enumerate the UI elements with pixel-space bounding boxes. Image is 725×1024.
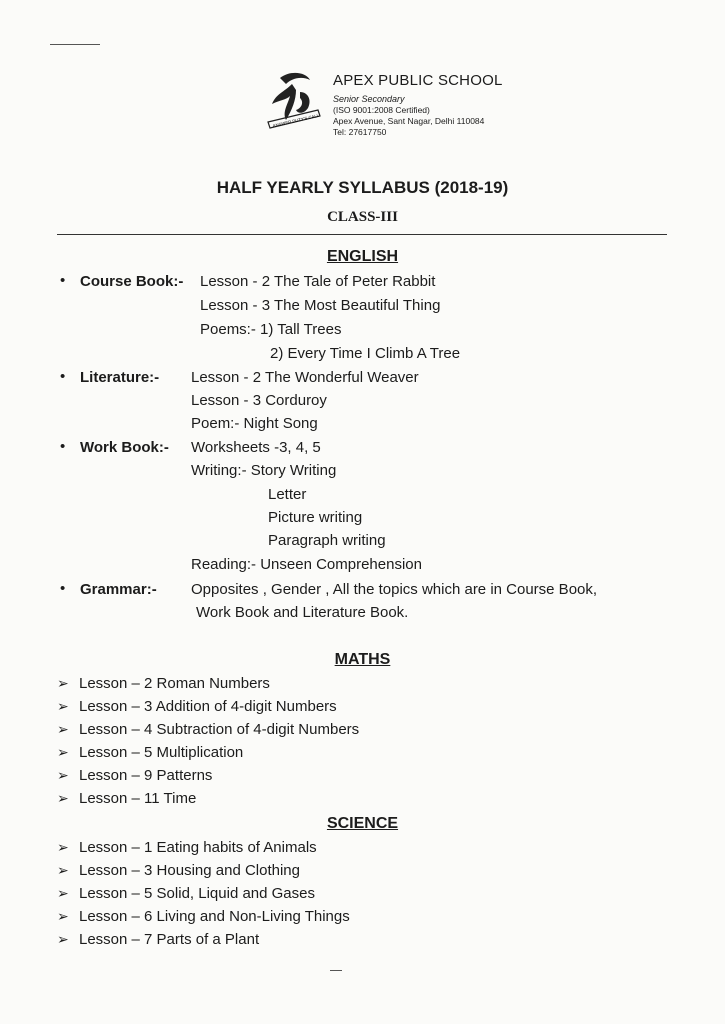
grammar-label: Grammar:- xyxy=(80,581,157,598)
class-name: CLASS-III xyxy=(327,209,398,225)
course-book-poem-1: Poems:- 1) Tall Trees xyxy=(200,321,342,338)
work-book-writing: Writing:- Story Writing xyxy=(191,462,337,479)
maths-arrow: ➢ xyxy=(57,675,69,691)
maths-arrow: ➢ xyxy=(57,744,69,760)
maths-lesson-item: Lesson – 3 Addition of 4-digit Numbers xyxy=(79,698,337,715)
maths-arrow: ➢ xyxy=(57,721,69,737)
maths-lesson-item: Lesson – 4 Subtraction of 4-digit Numbers xyxy=(79,721,360,738)
maths-arrow: ➢ xyxy=(57,790,69,806)
literature-lesson-3: Lesson - 3 Corduroy xyxy=(191,392,327,409)
literature-label: Literature:- xyxy=(80,369,160,386)
literature-poem: Poem:- Night Song xyxy=(191,415,318,432)
bullet-literature: • xyxy=(60,368,66,385)
science-arrow: ➢ xyxy=(57,885,69,901)
course-book-poem-2: 2) Every Time I Climb A Tree xyxy=(270,345,461,362)
document-title: HALF YEARLY SYLLABUS (2018-19) xyxy=(216,178,509,197)
work-book-letter: Letter xyxy=(268,486,307,503)
science-lesson-item: Lesson – 6 Living and Non-Living Things xyxy=(79,908,350,925)
maths-heading: MATHS xyxy=(334,651,391,668)
school-phone: Tel: 27617750 xyxy=(333,127,387,137)
science-arrow: ➢ xyxy=(57,862,69,878)
science-lesson-item: Lesson – 5 Solid, Liquid and Gases xyxy=(79,885,315,902)
work-book-picture-writing: Picture writing xyxy=(268,509,363,526)
maths-lesson-item: Lesson – 5 Multiplication xyxy=(79,744,244,761)
maths-arrow: ➢ xyxy=(57,698,69,714)
work-book-reading: Reading:- Unseen Comprehension xyxy=(191,556,422,573)
school-certification: (ISO 9001:2008 Certified) xyxy=(333,105,430,115)
grammar-line-2: Work Book and Literature Book. xyxy=(196,604,409,621)
bullet-work-book: • xyxy=(60,438,66,455)
school-name: APEX PUBLIC SCHOOL xyxy=(333,72,503,89)
english-heading: ENGLISH xyxy=(326,248,399,265)
bullet-course-book: • xyxy=(60,272,66,289)
science-arrow: ➢ xyxy=(57,908,69,924)
literature-lesson-2: Lesson - 2 The Wonderful Weaver xyxy=(191,369,419,386)
school-subtitle: Senior Secondary xyxy=(333,94,405,104)
course-book-lesson-3: Lesson - 3 The Most Beautiful Thing xyxy=(200,297,441,314)
science-lesson-item: Lesson – 7 Parts of a Plant xyxy=(79,931,260,948)
bottom-mark xyxy=(330,970,342,971)
top-margin-line xyxy=(50,44,100,45)
maths-lesson-item: Lesson – 9 Patterns xyxy=(79,767,213,784)
grammar-line-1: Opposites , Gender , All the topics which are in Course Book, xyxy=(191,581,598,598)
science-arrow: ➢ xyxy=(57,931,69,947)
school-address: Apex Avenue, Sant Nagar, Delhi 110084 xyxy=(333,116,485,126)
title-rule xyxy=(57,234,667,235)
maths-lesson-item: Lesson – 11 Time xyxy=(79,790,197,807)
work-book-worksheets: Worksheets -3, 4, 5 xyxy=(191,439,321,456)
maths-arrow: ➢ xyxy=(57,767,69,783)
logo-text: ANSWER DUTY'S CALL xyxy=(272,112,320,129)
school-logo xyxy=(262,70,324,144)
work-book-paragraph-writing: Paragraph writing xyxy=(268,532,386,549)
course-book-lesson-2: Lesson - 2 The Tale of Peter Rabbit xyxy=(200,273,436,290)
bullet-grammar: • xyxy=(60,580,66,597)
science-lesson-item: Lesson – 1 Eating habits of Animals xyxy=(79,839,317,856)
maths-lesson-item: Lesson – 2 Roman Numbers xyxy=(79,675,270,692)
school-info xyxy=(333,72,593,138)
course-book-label: Course Book:- xyxy=(80,273,184,290)
science-lesson-item: Lesson – 3 Housing and Clothing xyxy=(79,862,300,879)
science-heading: SCIENCE xyxy=(326,815,399,832)
work-book-label: Work Book:- xyxy=(80,439,169,456)
science-arrow: ➢ xyxy=(57,839,69,855)
